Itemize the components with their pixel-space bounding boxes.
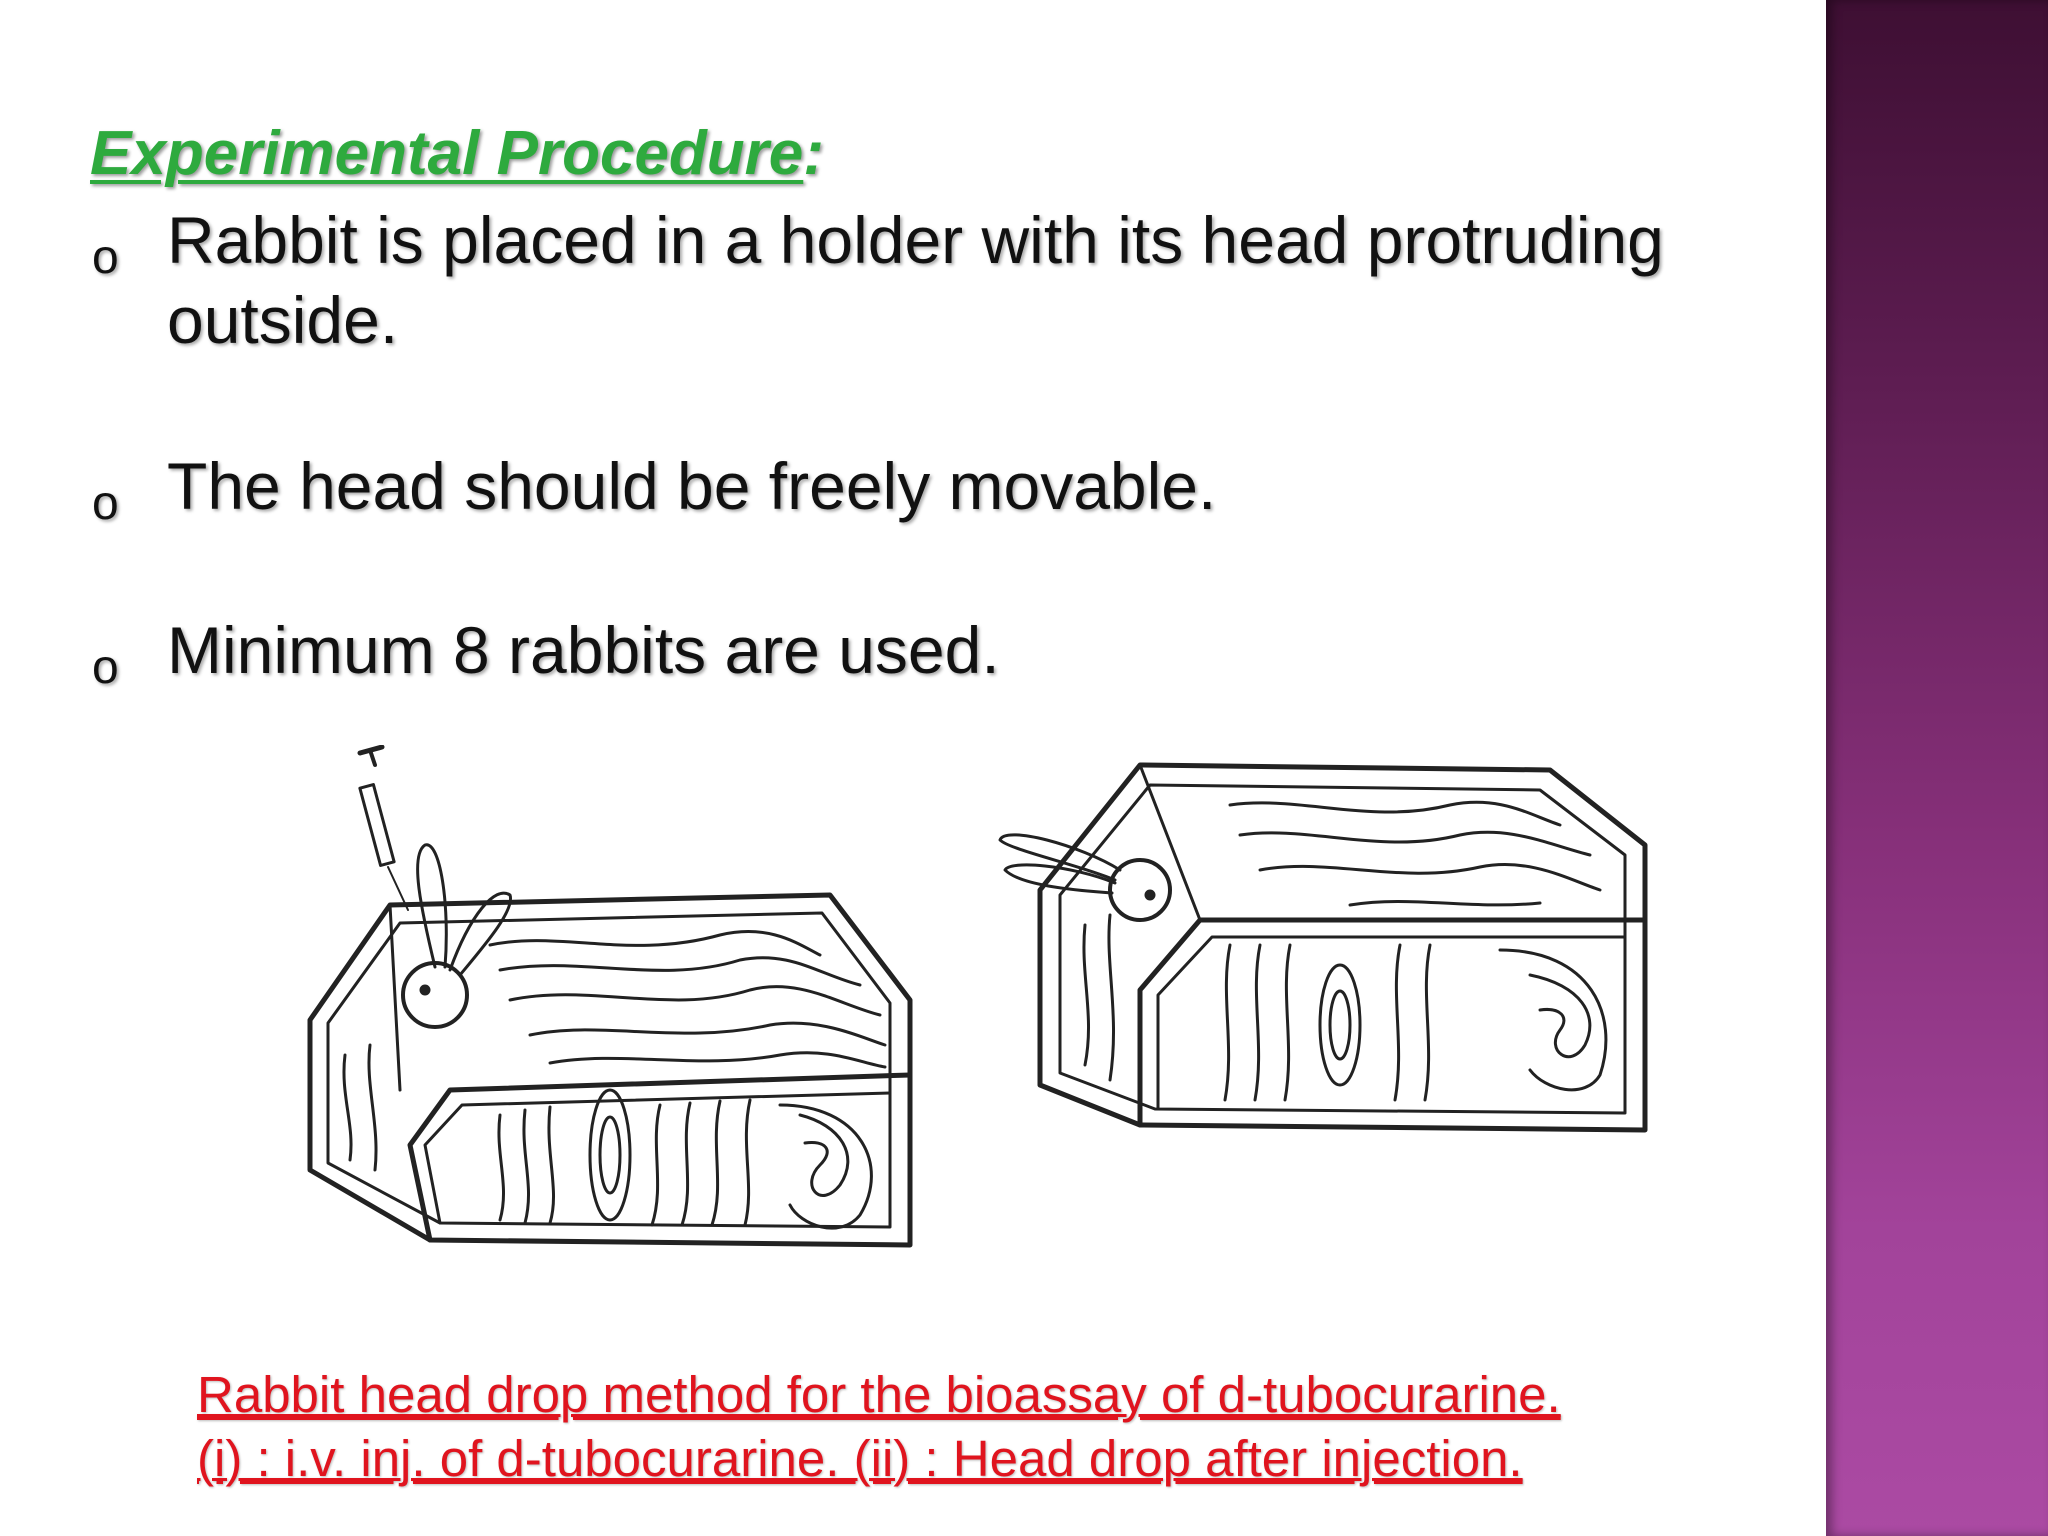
bullet-text-line1: Rabbit is placed in a holder with its head protruding [167, 203, 1664, 277]
heading-text: Experimental Procedure [90, 119, 804, 188]
bullet-text: Minimum 8 rabbits are used. [167, 613, 1000, 687]
bullet-text-line2: outside. [167, 283, 399, 357]
bullet-marker: o [92, 231, 119, 284]
rabbit-holder-illustration [300, 745, 1670, 1305]
slide-heading [90, 118, 824, 189]
caption-line-2: (i) : i.v. inj. of d-tubocurarine. (ii) : Head drop after injection. [197, 1430, 1523, 1487]
bullet-text [167, 200, 1879, 360]
holder-ii-drawing [1000, 765, 1645, 1130]
decorative-side-band [1826, 0, 2048, 1536]
caption-line-1: Rabbit head drop method for the bioassay of d-tubocurarine. [197, 1366, 1561, 1423]
holder-i-drawing [310, 747, 910, 1245]
figure-caption [197, 1363, 1561, 1491]
heading-colon: : [803, 119, 824, 188]
bullet-text: The head should be freely movable. [167, 449, 1217, 523]
bullet-marker: o [92, 641, 119, 694]
bullet-marker: o [92, 477, 119, 530]
